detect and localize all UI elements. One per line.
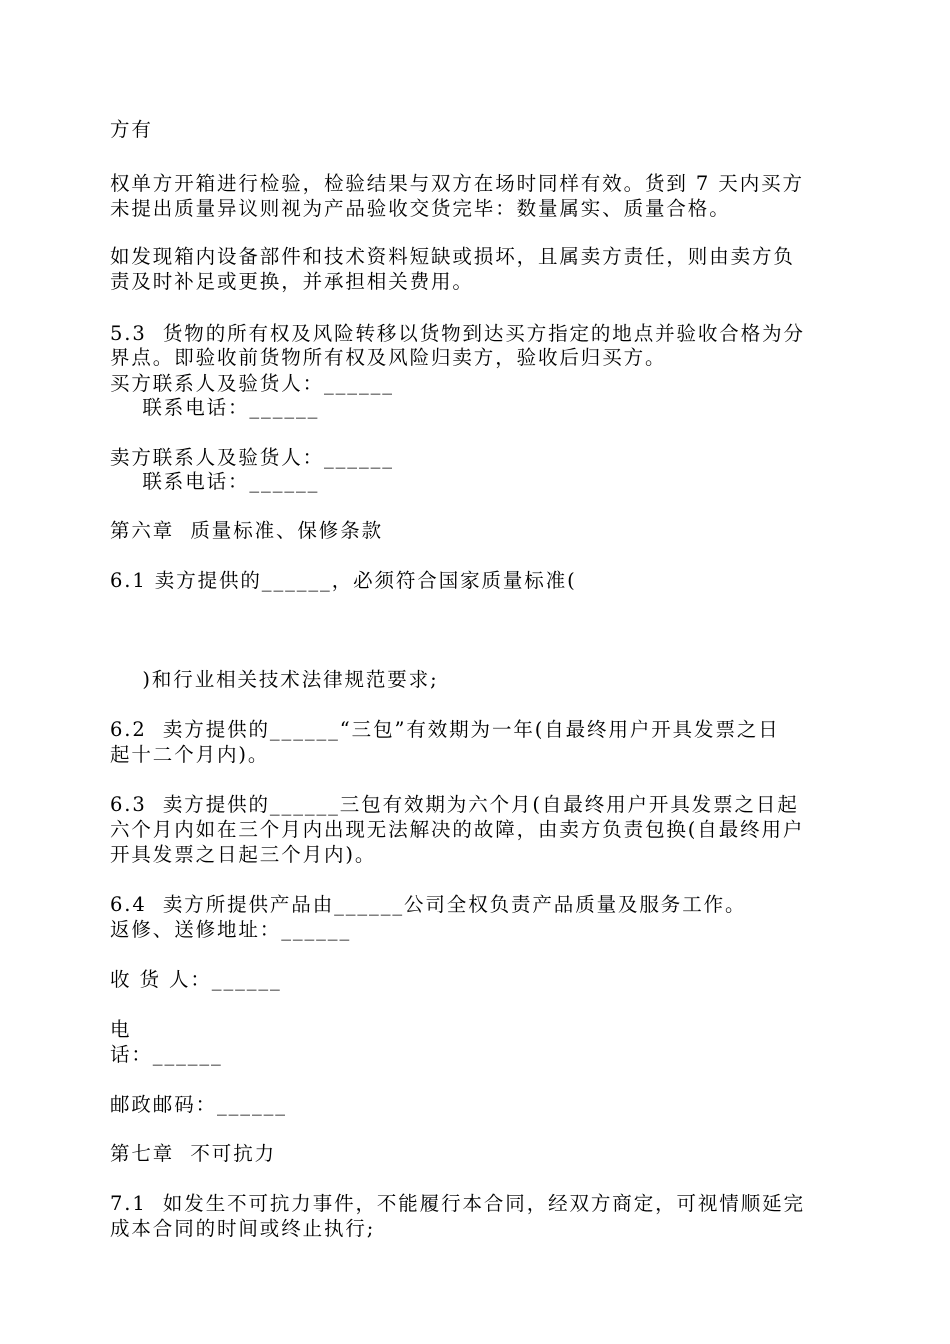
text-line: 7.1 如发生不可抗力事件，不能履行本合同，经双方商定，可视情顺延完: [110, 1192, 805, 1215]
text-line: 邮政邮码：______: [110, 1093, 287, 1116]
text-line: )和行业相关技术法律规范要求;: [110, 668, 439, 691]
text-line: 6.3 卖方提供的______三包有效期为六个月(自最终用户开具发票之日起: [110, 793, 799, 816]
text-line: 成本合同的时间或终止执行;: [110, 1217, 376, 1240]
text-line: 6.2 卖方提供的______“三包”有效期为一年(自最终用户开具发票之日: [110, 718, 780, 741]
text-line: 买方联系人及验货人：______: [110, 372, 394, 395]
text-line: 权单方开箱进行检验，检验结果与双方在场时同样有效。货到 7 天内买方: [110, 172, 804, 195]
text-line: 界点。即验收前货物所有权及风险归卖方，验收后归买方。: [110, 346, 667, 369]
text-line: 返修、送修地址：______: [110, 918, 352, 941]
text-line: 如发现箱内设备部件和技术资料短缺或损坏，且属卖方责任，则由卖方负: [110, 245, 795, 268]
text-line: 卖方联系人及验货人：______: [110, 446, 394, 469]
text-line: 话：______: [110, 1043, 223, 1066]
text-line: 联系电话：______: [110, 396, 320, 419]
text-line: 5.3 货物的所有权及风险转移以货物到达买方指定的地点并验收合格为分: [110, 322, 805, 345]
text-line: 收 货 人：______: [110, 968, 282, 991]
text-line: 责及时补足或更换，并承担相关费用。: [110, 270, 474, 293]
text-line: 方有: [110, 118, 153, 141]
text-line: 6.4 卖方所提供产品由______公司全权负责产品质量及服务工作。: [110, 893, 747, 916]
text-line: 6.1 卖方提供的______，必须符合国家质量标准(: [110, 569, 577, 592]
text-line: 起十二个月内)。: [110, 743, 270, 766]
text-line: 六个月内如在三个月内出现无法解决的故障，由卖方负责包换(自最终用户: [110, 818, 805, 841]
text-line: 开具发票之日起三个月内)。: [110, 843, 377, 866]
section-heading: 第六章 质量标准、保修条款: [110, 519, 383, 542]
text-line: 电: [110, 1018, 132, 1041]
text-line: 联系电话：______: [110, 470, 320, 493]
text-line: 未提出质量异议则视为产品验收交货完毕：数量属实、质量合格。: [110, 197, 731, 220]
section-heading: 第七章 不可抗力: [110, 1142, 276, 1165]
